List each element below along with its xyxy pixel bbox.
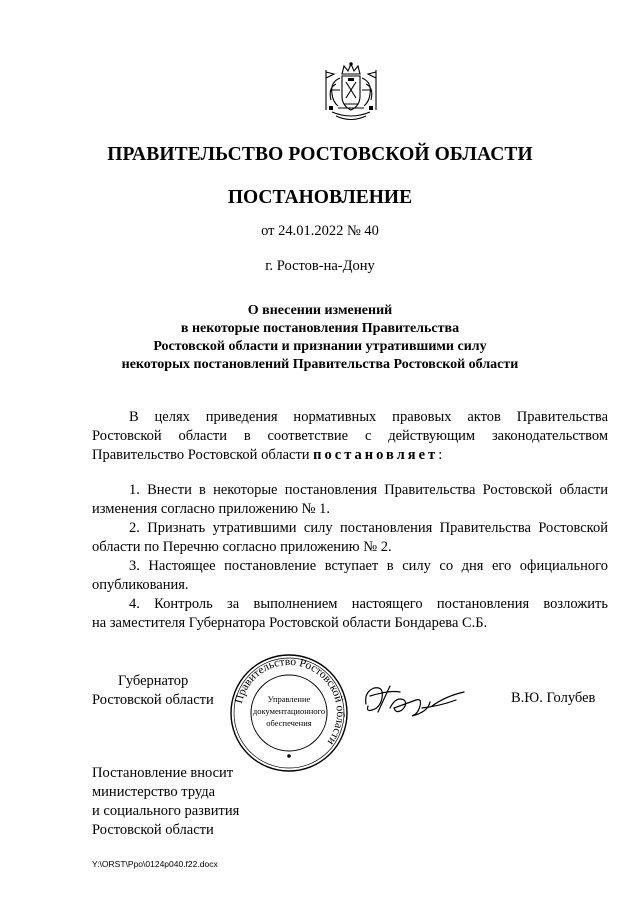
document-city: г. Ростов-на-Дону <box>265 258 375 274</box>
preamble-paragraph <box>92 408 608 465</box>
submitted-by-line: и социального развития <box>92 803 240 819</box>
decree-items <box>92 481 608 633</box>
decree-item <box>92 481 608 519</box>
preamble-line: В целях приведения нормативных правовых актов Правительства <box>129 409 608 425</box>
submitted-by-block <box>92 764 239 840</box>
preamble-line: Ростовской области в соответствие с действующим законодательством <box>92 428 608 444</box>
subject-line: в некоторые постановления Правительства <box>180 321 460 336</box>
decree-word: постановляет <box>313 447 439 463</box>
rostov-oblast-coat-of-arms-icon <box>318 60 384 126</box>
document-date-number: от 24.01.2022 № 40 <box>261 223 379 239</box>
signatory-title-line: Ростовской области <box>92 692 214 708</box>
official-seal <box>228 652 350 774</box>
seal-inner-line: обеспечения <box>266 718 312 728</box>
signatory-title <box>92 672 214 710</box>
item-line: на заместителя Губернатора Ростовской области Бондарева С.Б. <box>92 615 488 631</box>
item-line: области по Перечню согласно приложению № 2. <box>92 539 392 555</box>
seal-inner-line: документационного <box>252 706 326 716</box>
item-line: 2. Признать утратившими силу постановления Правительства Ростовской <box>129 520 608 536</box>
signatory-name: В.Ю. Голубев <box>511 690 596 706</box>
submitted-by-line: министерство труда <box>92 784 216 800</box>
government-title: ПРАВИТЕЛЬСТВО РОСТОВСКОЙ ОБЛАСТИ <box>107 144 533 165</box>
signatory-title-line: Губернатор <box>118 673 189 689</box>
submitted-by-line: Ростовской области <box>92 822 214 838</box>
seal-inner-line: Управление <box>267 694 311 704</box>
decree-item <box>92 595 608 633</box>
item-line: изменения согласно приложению № 1. <box>92 501 331 517</box>
seal-outer-text-path: Правительство Ростовской области <box>233 655 347 748</box>
submitted-by-line: Постановление вносит <box>92 765 234 781</box>
preamble-text: Правительство Ростовской области <box>92 447 314 463</box>
item-line: опубликования. <box>92 577 189 593</box>
item-line: 1. Внести в некоторые постановления Правительства Ростовской области <box>129 482 608 498</box>
decree-item <box>92 557 608 595</box>
subject-line: некоторых постановлений Правительства Ростовской области <box>121 357 519 372</box>
decree-item <box>92 519 608 557</box>
file-path-footer: Y:\ORST\Ppo\0124p040.f22.docx <box>92 859 218 869</box>
subject-line: Ростовской области и признании утратившими силу <box>153 339 487 354</box>
subject-line: О внесении изменений <box>247 303 393 318</box>
preamble-colon: : <box>438 447 443 463</box>
preamble-line <box>92 446 608 465</box>
item-line: 4. Контроль за выполнением настоящего постановления возложить <box>129 596 608 612</box>
document-type: ПОСТАНОВЛЕНИЕ <box>227 187 413 208</box>
document-subject <box>0 302 640 374</box>
handwritten-signature <box>360 678 470 724</box>
item-line: 3. Настоящее постановление вступает в силу со дня его официального <box>129 558 608 574</box>
